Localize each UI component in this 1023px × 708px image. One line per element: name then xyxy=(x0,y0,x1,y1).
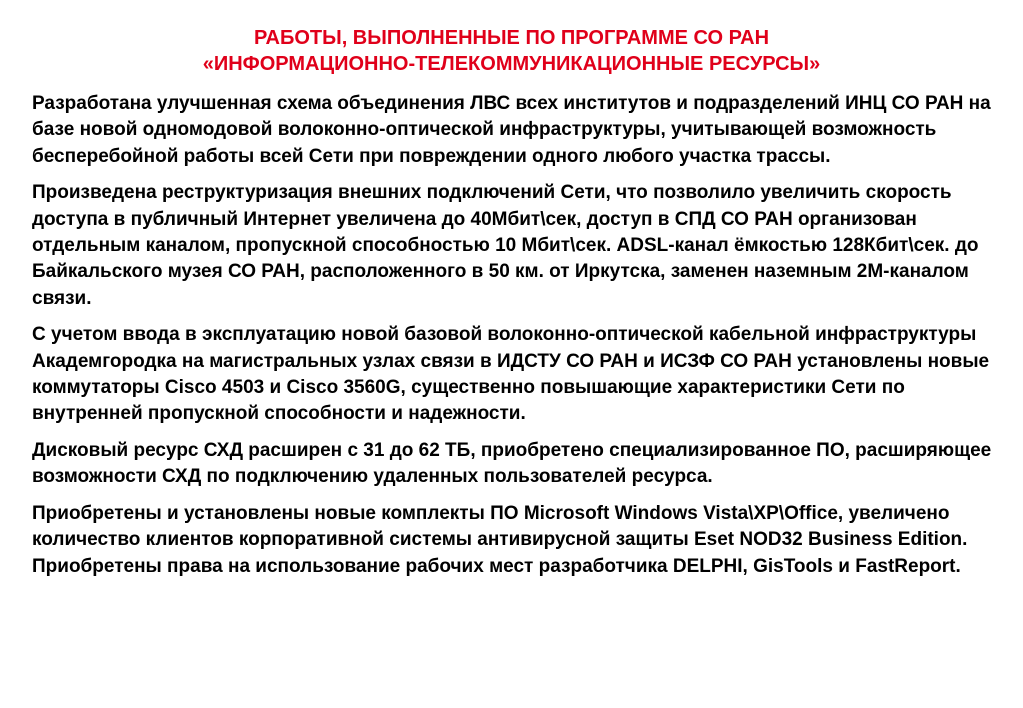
paragraph-software: Приобретены и установлены новые комплекты ПО Microsoft Windows Vista\XP\Office, увеличено количество клиентов корпоративной системы антивирусной защиты Eset NOD32 Business Edition. Приобретены права на использование рабочих мест разработчика DELPHI, GisTools и FastReport. xyxy=(32,502,968,577)
slide-title xyxy=(0,25,1023,77)
paragraph-lan-scheme: Разработана улучшенная схема объединения ЛВС всех институтов и подразделений ИНЦ СО РАН на базе новой одномодовой волоконно-оптической инфраструктуры, учитывающей возможность бесперебойной работы всей Сети при повреждении одного любого участка трассы. xyxy=(32,93,991,167)
paragraph-external-connections: Произведена реструктуризация внешних подключений Сети, что позволило увеличить скорость доступа в публичный Интернет увеличена до 40Мбит\сек, доступ в СПД СО РАН организован отдельным каналом, пропускной способностью 10 Мбит\сек. ADSL-канал ёмкостью 128Кбит\сек. до Байкальского музея СО РАН, расположенного в 50 км. от Иркутска, заменен наземным 2М-каналом связи. xyxy=(32,182,979,309)
paragraph-cisco-switches: С учетом ввода в эксплуатацию новой базовой волоконно-оптической кабельной инфраструктуры Академгородка на магистральных узлах связи в ИДСТУ СО РАН и ИСЗФ СО РАН установлены новые коммутаторы Cisco 4503 и Cisco 3560G, существенно повышающие характеристики Сети по внутренней пропускной способности и надежности. xyxy=(32,324,990,425)
slide-title-line-2: «ИНФОРМАЦИОННО-ТЕЛЕКОММУНИКАЦИОННЫЕ РЕСУРСЫ» xyxy=(202,53,821,75)
slide-title-line-1: РАБОТЫ, ВЫПОЛНЕННЫЕ ПО ПРОГРАММЕ СО РАН xyxy=(253,27,770,49)
paragraph-storage: Дисковый ресурс СХД расширен с 31 до 62 ТБ, приобретено специализированное ПО, расширяющее возможности СХД по подключению удаленных пользователей ресурса. xyxy=(32,439,992,488)
slide-body xyxy=(32,91,1007,590)
